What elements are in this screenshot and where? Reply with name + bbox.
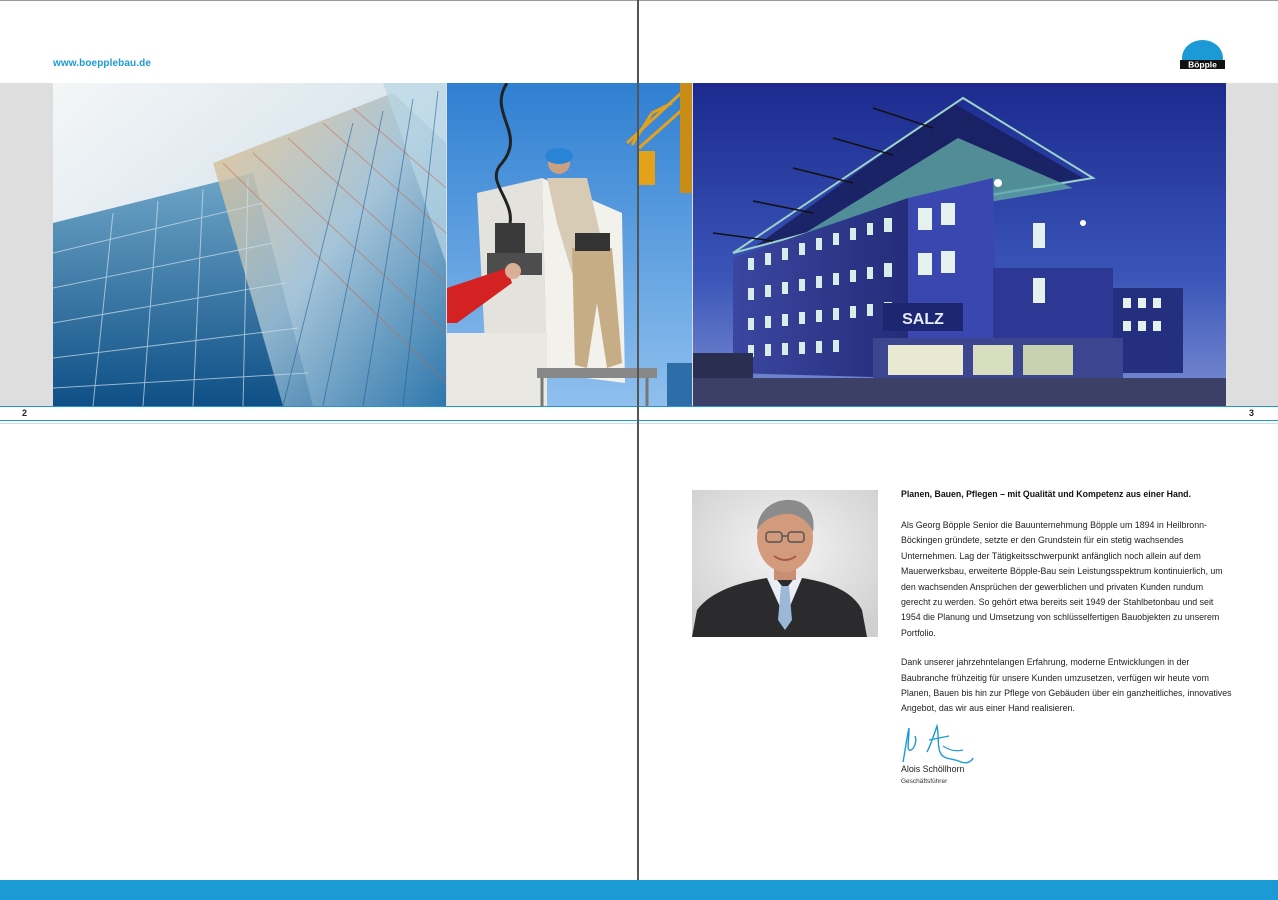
office-building-photo: [693, 83, 1226, 406]
logo-text: Böpple: [1188, 59, 1217, 70]
top-rule: [0, 0, 1278, 1]
band-rule-top: [0, 406, 1278, 407]
article-headline: Planen, Bauen, Pflegen – mit Qualität und Kompetenz aus einer Hand.: [901, 489, 1191, 500]
handwritten-signature: [897, 722, 977, 768]
page-spine: [637, 0, 639, 900]
signatory-role: Geschäftsführer: [901, 778, 948, 785]
website-url-link[interactable]: www.boepplebau.de: [53, 58, 152, 69]
footer-accent-bar: [0, 880, 1278, 900]
article-paragraph-2: Dank unserer jahrzehntelangen Erfahrung, moderne Entwicklungen in der Baubranche frühzeitig für unsere Kunden umzusetzen, verfügen wir heute vom Planen, Bauen bis hin zur Pflege von Gebäuden über ein ganzheitliches, innovatives Angebot, das wir aus einer Hand realisieren.: [901, 657, 1232, 715]
band-rule-mid: [0, 420, 1278, 421]
ceo-portrait-photo: [692, 490, 878, 637]
page-number-right: 3: [1249, 408, 1255, 418]
glass-skyscraper-photo: [53, 83, 446, 406]
page-number-left: 2: [22, 408, 28, 418]
article-body: [901, 488, 1231, 731]
band-rule-bottom: [0, 423, 1278, 424]
boepple-logo: [1179, 38, 1226, 70]
signatory-name: Alois Schöllhorn: [901, 764, 965, 775]
salz-sign-text: SALZ: [902, 311, 944, 328]
construction-worker-photo: [447, 83, 692, 406]
article-paragraph-1: Als Georg Böpple Senior die Bauunternehmung Böpple um 1894 in Heilbronn-Böckingen gründete, setzte er den Grundstein für ein stetig wachsendes Unternehmen. Lag der Tätigkeitsschwerpunkt anfänglich noch allein auf dem Mauerwerksbau, erweiterte Böpple-Bau sein Leistungsspektrum kontinuierlich, um den wachsenden Ansprüchen der gewerblichen und privaten Kunden rundum gerecht zu werden. So gehört etwa bereits seit 1949 der Stahlbetonbau und seit 1954 die Planung und Umsetzung von schlüsselfertigen Bauobjekten zu unserem Portfolio.: [901, 520, 1223, 639]
